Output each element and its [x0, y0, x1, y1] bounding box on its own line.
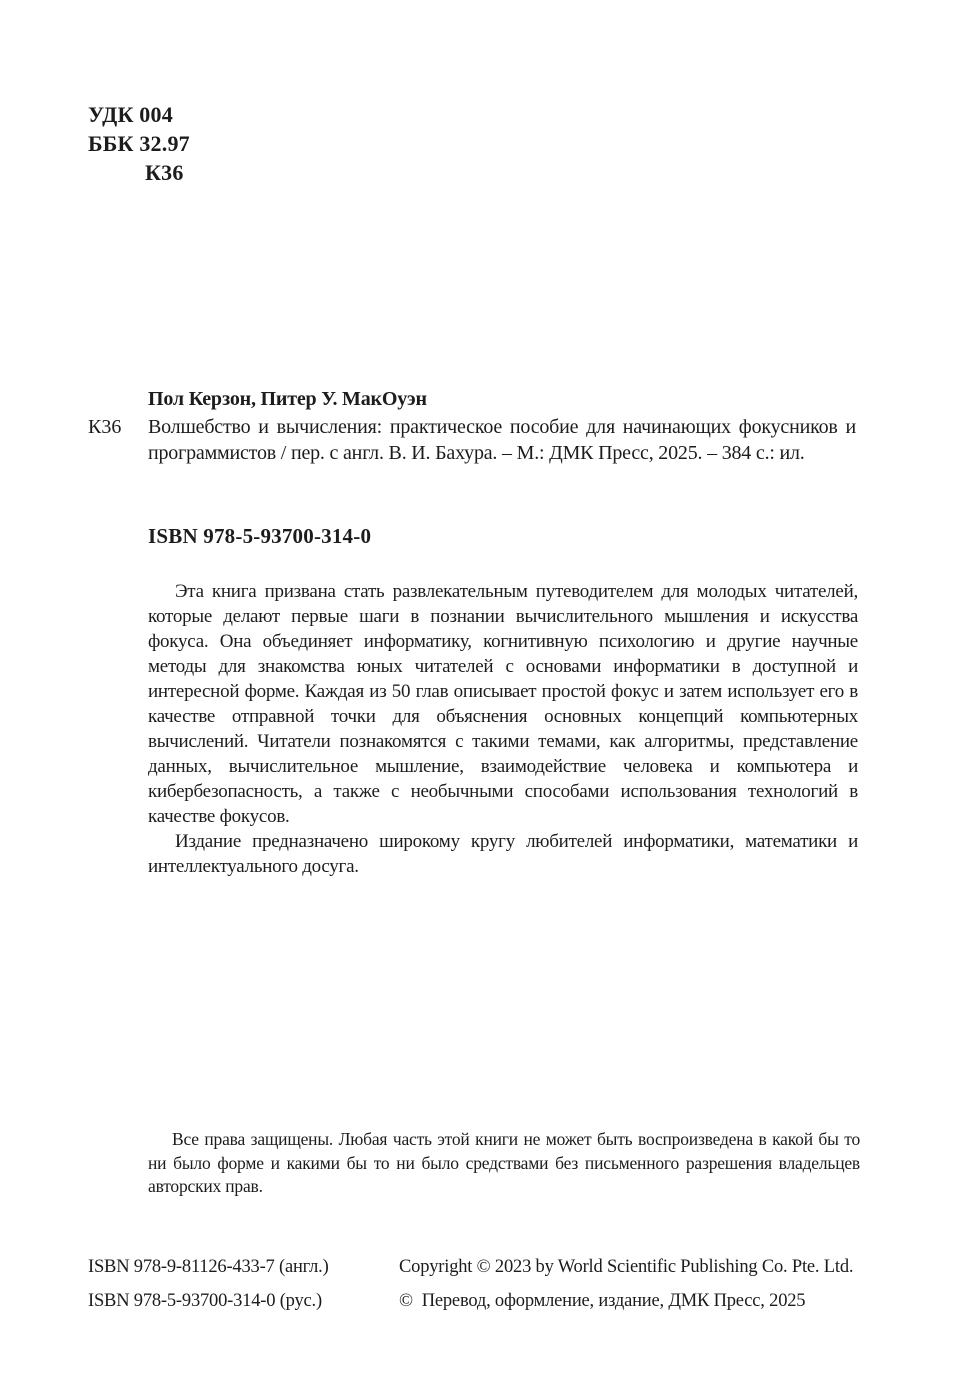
rights-notice-text: Все права защищены. Любая часть этой книги не может быть воспроизведена в какой бы то ни было форме и какими бы то ни было средствами без письменного разрешения владельцев авторских прав. — [148, 1129, 860, 1196]
annotation-block — [148, 579, 858, 879]
margin-author-sign: К36 — [88, 416, 122, 438]
authors-line: Пол Керзон, Питер У. МакОуэн — [148, 388, 427, 410]
bibliographic-entry — [88, 414, 856, 466]
rights-notice — [148, 1128, 860, 1199]
annotation-paragraph-1: Эта книга призвана стать развлекательным путеводителем для молодых читателей, которые делают первые шаги в познании вычислительного мышления и искусства фокуса. Она объединяет информатику, когнитивную психологию и другие научные методы для знакомства юных читателей с основами информатики в доступной и интересной форме. Каждая из 50 глав описывает простой фокус и затем использует его в качестве отправной точки для объяснения основных концепций компьютерных вычислений. Читатели познакомятся с такими темами, как алгоритмы, представление данных, вычислительное мышление, взаимодействие человека и компьютера и кибербезопасность, а также с необычными способами использования технологий в качестве фокусов. — [148, 581, 858, 827]
catalog-card — [88, 386, 856, 466]
author-sign-code: К36 — [145, 160, 184, 185]
udk-code: УДК 004 — [88, 102, 173, 127]
bbk-code: ББК 32.97 — [88, 131, 190, 156]
isbn-russian: ISBN 978-5-93700-314-0 (рус.) — [88, 1291, 322, 1311]
main-isbn: ISBN 978-5-93700-314-0 — [148, 524, 372, 548]
isbn-english: ISBN 978-9-81126-433-7 (англ.) — [88, 1257, 329, 1277]
imprint-copyright-column — [399, 1250, 853, 1318]
copyright-translation: © Перевод, оформление, издание, ДМК Пресс, 2025 — [399, 1291, 806, 1311]
imprint-isbn-column — [88, 1250, 329, 1318]
annotation-paragraph-2: Издание предназначено широкому кругу любителей информатики, математики и интеллектуального досуга. — [148, 831, 858, 877]
bibliographic-description: Волшебство и вычисления: практическое пособие для начинающих фокусников и программистов / пер. с англ. В. И. Бахура. – М.: ДМК Пресс, 2025. – 384 с.: ил. — [148, 416, 856, 464]
classification-codes — [88, 100, 190, 187]
copyright-original: Copyright © 2023 by World Scientific Publishing Co. Pte. Ltd. — [399, 1257, 854, 1277]
